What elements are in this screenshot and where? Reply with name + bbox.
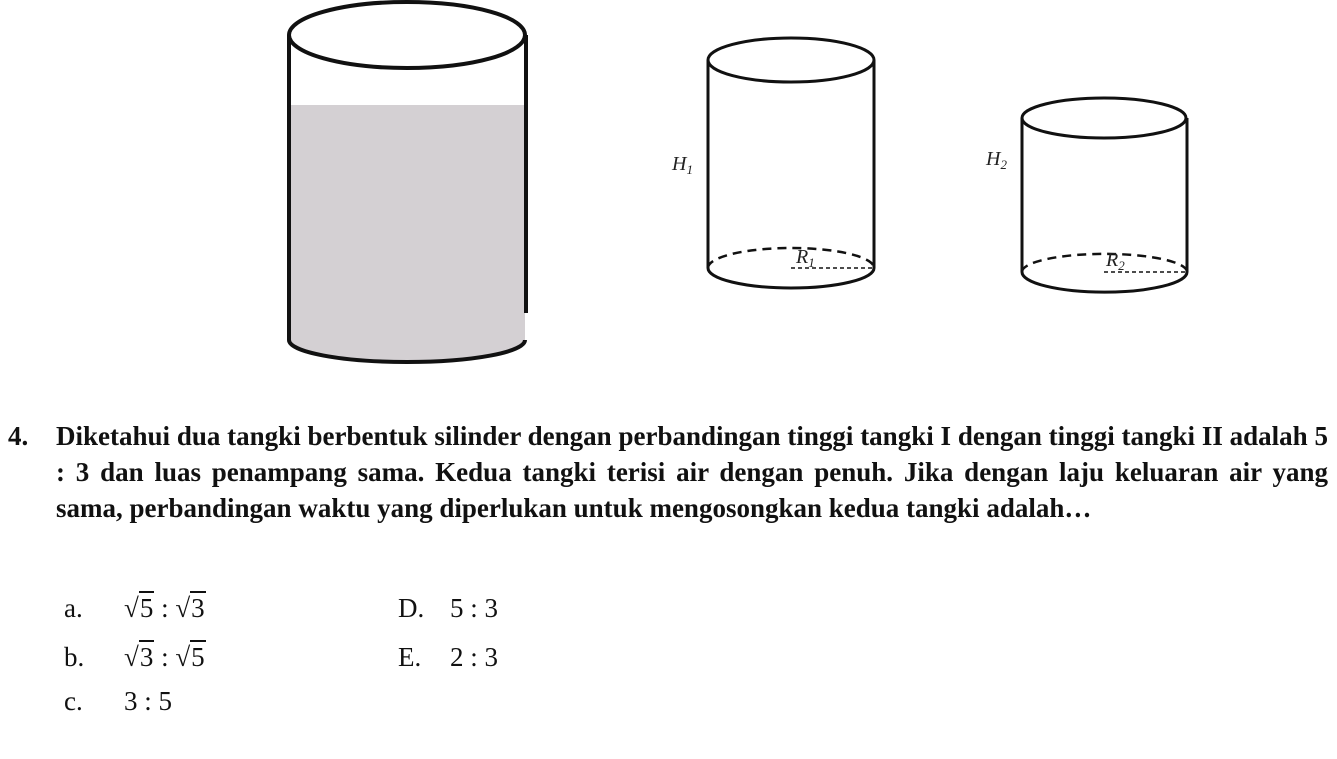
question-text: Diketahui dua tangki berbentuk silinder dengan perbandingan tinggi tangki I dengan tinggi tangki II adalah 5 : 3 dan luas penampang sama. Kedua tangki terisi air dengan penuh. Jika dengan laju keluaran air yang sama, perbandingan waktu yang diperlukan untuk mengosongkan kedua tangki adalah… xyxy=(56,421,1328,523)
question-number: 4. xyxy=(8,421,29,451)
label-h2: $H_2$ xyxy=(986,148,1007,172)
partially-filled-tank xyxy=(289,2,526,362)
tank-one xyxy=(671,38,874,288)
tank-two xyxy=(985,98,1187,292)
option-d[interactable]: D. 5 : 3 xyxy=(398,593,499,623)
label-h1: $H_1$ xyxy=(672,153,693,177)
option-a[interactable]: a. √5 : √3 xyxy=(64,593,205,623)
option-b[interactable]: b. √3 : √5 xyxy=(64,642,205,672)
label-r1: $R_1$ xyxy=(796,246,815,270)
option-c[interactable]: c. 3 : 5 xyxy=(64,686,173,716)
label-r2: $R_2$ xyxy=(1106,249,1125,273)
option-e[interactable]: E. 2 : 3 xyxy=(398,642,499,672)
